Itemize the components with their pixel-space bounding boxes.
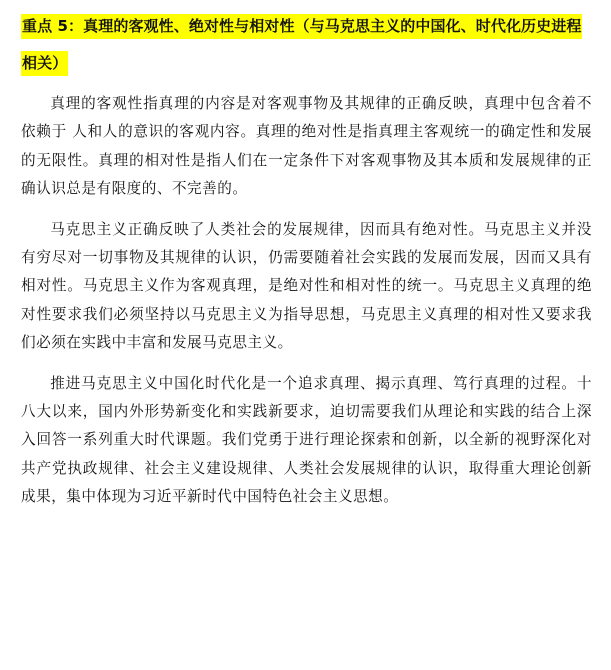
paragraph-sinicization-marxism: 推进马克思主义中国化时代化是一个追求真理、揭示真理、笃行真理的过程。十八大以来，国内外形势新变化和实践新要求，迫切需要我们从理论和实践的结合上深入回答一系列重大时代课题。我们党勇于进行理论探索和创新，以全新的视野深化对共产党执政规律、社会主义建设规律、人类社会发展规律的认识，取得重大理论创新成果，集中体现为习近平新时代中国特色社会主义思想。 (21, 374, 592, 506)
paragraph-marxism-absolute-relative: 马克思主义正确反映了人类社会的发展规律，因而具有绝对性。马克思主义并没有穷尽对一切事物及其规律的认识，仍需要随着社会实践的发展而发展，因而又具有相对性。马克思主义作为客观真理，是绝对性和相对性的统一。马克思主义真理的绝对性要求我们必须坚持以马克思主义为指导思想，马克思主义真理的相对性又要求我们必须在实践中丰富和发展马克思主义。 (21, 220, 592, 352)
section-heading (21, 8, 592, 82)
paragraph-truth-properties: 真理的客观性指真理的内容是对客观事物及其规律的正确反映，真理中包含着不依赖于 人和人的意识的客观内容。真理的绝对性是指真理主客观统一的确定性和发展的无限性。真理的相对性是指人们在一定条件下对客观事物及其本质和发展规律的正确认识总是有限度的、不完善的。 (21, 95, 592, 198)
highlighted-heading-text: 重点 5：真理的客观性、绝对性与相对性（与马克思主义的中国化、时代化历史进程相关） (21, 14, 582, 76)
